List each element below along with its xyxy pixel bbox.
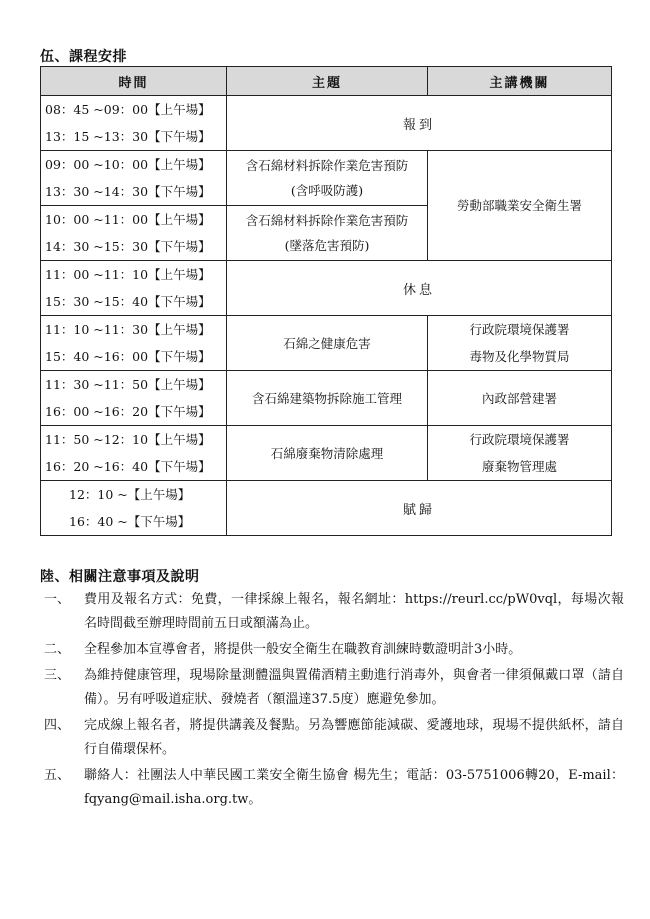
topic-line: 含石綿材料拆除作業危害預防	[245, 213, 409, 228]
org-cell	[428, 316, 612, 371]
topic-line: 含石綿建築物拆除施工管理	[251, 390, 402, 406]
topic-subline: (墜落危害預防)	[284, 238, 370, 253]
time-morning: 09：00 ~10：00【上午場】	[45, 157, 211, 172]
time-morning: 11：00 ~11：10【上午場】	[45, 267, 211, 282]
notes-list	[44, 588, 624, 814]
topic-cell	[227, 206, 428, 261]
note-text: 全程參加本宣導會者，將提供一般安全衛生在職教育訓練時數證明計3小時。	[84, 642, 522, 657]
table-row	[41, 261, 612, 316]
checkin-cell: 報到	[227, 96, 612, 151]
org-line: 勞動部職業安全衛生署	[456, 198, 582, 213]
time-cell	[41, 206, 227, 261]
org-line: 內政部營建署	[481, 390, 557, 406]
org-line: 行政院環境保護署	[469, 432, 570, 447]
table-row	[41, 426, 612, 481]
topic-cell	[227, 316, 428, 371]
time-afternoon: 15：40 ~16：00【下午場】	[45, 349, 211, 364]
topic-cell	[227, 371, 428, 426]
table-row	[41, 316, 612, 371]
org-subline: 廢棄物管理處	[481, 459, 557, 474]
org-line: 行政院環境保護署	[469, 322, 570, 337]
topic-line: 石綿廢棄物清除處理	[270, 445, 384, 461]
time-afternoon: 16：20 ~16：40【下午場】	[45, 459, 211, 474]
header-topic: 主題	[227, 67, 428, 96]
time-afternoon: 13：30 ~14：30【下午場】	[45, 184, 211, 199]
time-afternoon: 16：00 ~16：20【下午場】	[45, 404, 211, 419]
time-cell	[41, 316, 227, 371]
time-morning: 11：50 ~12：10【上午場】	[45, 432, 211, 447]
table-row	[41, 481, 612, 536]
time-cell	[41, 426, 227, 481]
time-morning: 11：30 ~11：50【上午場】	[45, 377, 211, 392]
org-subline: 毒物及化學物質局	[469, 349, 570, 364]
time-cell	[41, 261, 227, 316]
topic-subline: (含呼吸防護)	[290, 183, 364, 198]
topic-cell	[227, 151, 428, 206]
time-afternoon: 14：30 ~15：30【下午場】	[45, 239, 211, 254]
time-afternoon: 16：40 ~【下午場】	[69, 514, 191, 529]
schedule-section-title: 伍、課程安排	[40, 49, 127, 65]
time-morning: 10：00 ~11：00【上午場】	[45, 212, 211, 227]
table-header-row	[41, 67, 612, 96]
org-cell	[428, 426, 612, 481]
header-org: 主講機關	[428, 67, 612, 96]
table-row	[41, 96, 612, 151]
note-text: 為維持健康管理，現場除量測體溫與置備酒精主動進行消毒外，與會者一律須佩戴口罩（請自備）。另有呼吸道症狀、發燒者（額溫達37.5度）應避免參加。	[84, 668, 624, 707]
time-morning: 12：10 ~【上午場】	[69, 487, 191, 502]
list-item	[44, 588, 624, 636]
org-cell-shared	[428, 151, 612, 261]
note-text: 聯絡人：社團法人中華民國工業安全衛生協會 楊先生；電話：03-5751006轉20，E-mail：fqyang@mail.isha.org.tw。	[84, 768, 624, 807]
break-cell: 休息	[227, 261, 612, 316]
note-number: 二、	[44, 642, 71, 657]
header-time: 時間	[41, 67, 227, 96]
time-cell	[41, 371, 227, 426]
list-item	[44, 764, 624, 812]
return-cell: 賦歸	[227, 481, 612, 536]
note-number: 四、	[44, 718, 71, 733]
topic-line: 石綿之健康危害	[283, 335, 371, 351]
table-row	[41, 151, 612, 206]
note-text: 完成線上報名者，將提供講義及餐點。另為響應節能減碳、愛護地球，現場不提供紙杯，請自行自備環保杯。	[84, 718, 624, 757]
note-number: 一、	[44, 592, 71, 607]
table-row	[41, 371, 612, 426]
time-morning: 08：45 ~09：00【上午場】	[45, 102, 211, 117]
time-cell	[41, 481, 227, 536]
time-cell	[41, 151, 227, 206]
note-number: 五、	[44, 768, 71, 783]
list-item	[44, 638, 624, 662]
list-item	[44, 664, 624, 712]
topic-line: 含石綿材料拆除作業危害預防	[245, 158, 409, 173]
topic-cell	[227, 426, 428, 481]
list-item	[44, 714, 624, 762]
time-morning: 11：10 ~11：30【上午場】	[45, 322, 211, 337]
note-number: 三、	[44, 668, 71, 683]
time-cell	[41, 96, 227, 151]
time-afternoon: 15：30 ~15：40【下午場】	[45, 294, 211, 309]
org-cell	[428, 371, 612, 426]
time-afternoon: 13：15 ~13：30【下午場】	[45, 129, 211, 144]
note-text: 費用及報名方式：免費，一律採線上報名，報名網址：https://reurl.cc/pW0vql，每場次報名時間截至辦理時間前五日或額滿為止。	[84, 592, 624, 631]
notes-section-title: 陸、相關注意事項及說明	[40, 569, 200, 585]
schedule-table	[40, 66, 612, 536]
